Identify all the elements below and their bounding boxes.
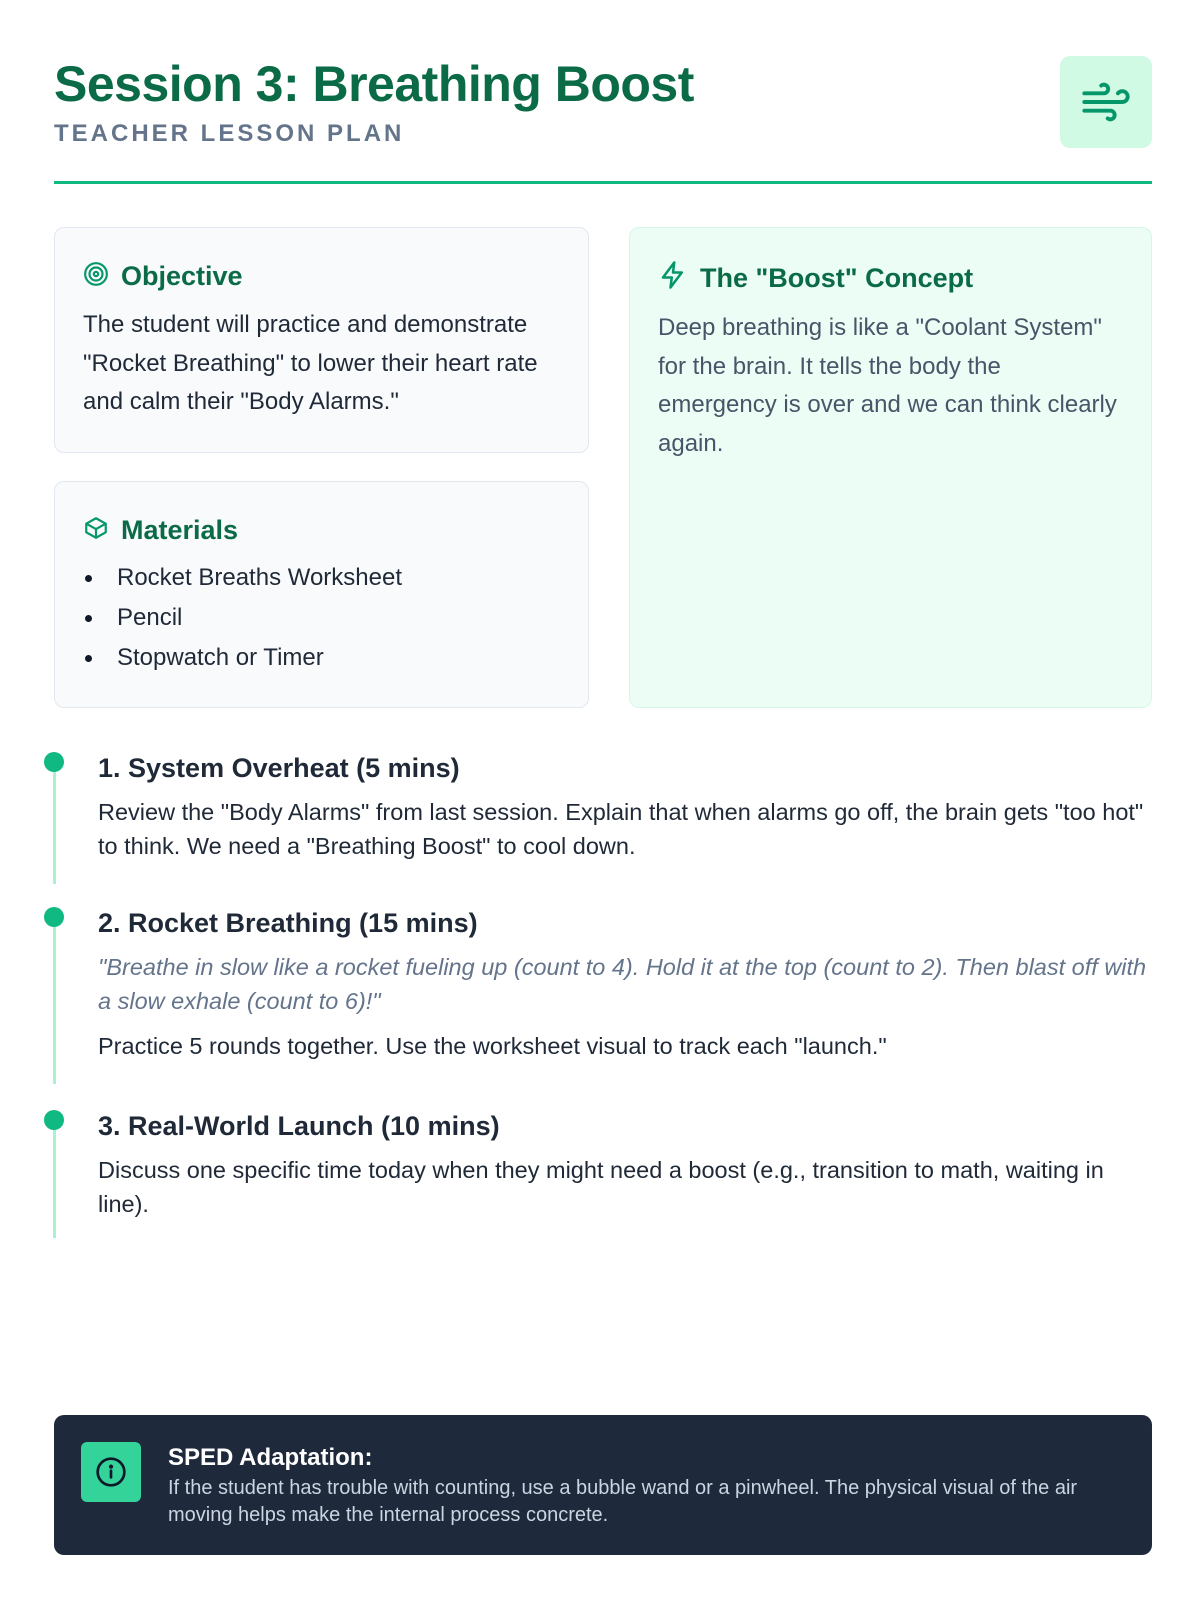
concept-text: Deep breathing is like a "Coolant System" for the brain. It tells the body the emergency is over and we can think clearly again. — [658, 314, 1117, 457]
materials-card — [54, 481, 589, 708]
step-quote: "Breathe in slow like a rocket fueling up (count to 4). Hold it at the top (count to 2). Then blast off with a slow exhale (count to 6)!" — [98, 954, 1147, 1014]
materials-list — [83, 558, 560, 678]
box-icon — [83, 515, 109, 546]
sped-adaptation-panel — [54, 1415, 1152, 1555]
step-3 — [54, 1110, 1152, 1221]
step-title: 1. System Overheat (5 mins) — [98, 753, 460, 783]
page-header — [54, 56, 1152, 184]
timeline-line — [53, 1130, 56, 1238]
target-icon — [83, 261, 109, 292]
concept-title: The "Boost" Concept — [700, 262, 974, 293]
step-2 — [54, 907, 1152, 1064]
list-item: Rocket Breaths Worksheet — [83, 558, 560, 598]
step-title: 3. Real-World Launch (10 mins) — [98, 1111, 500, 1141]
timeline-line — [53, 772, 56, 884]
step-text: Practice 5 rounds together. Use the worksheet visual to track each "launch." — [98, 1033, 887, 1059]
materials-title: Materials — [121, 515, 239, 545]
timeline-dot — [44, 752, 64, 772]
step-text: Review the "Body Alarms" from last session. Explain that when alarms go off, the brain gets "too hot" to think. We need a "Breathing Boost" to cool down. — [98, 799, 1144, 859]
sped-text: If the student has trouble with counting, use a bubble wand or a pinwheel. The physical visual of the air moving helps make the internal process concrete. — [168, 1477, 1078, 1526]
sped-title: SPED Adaptation: — [168, 1444, 373, 1471]
objective-title: Objective — [121, 261, 243, 291]
info-icon — [81, 1442, 141, 1502]
list-item: Stopwatch or Timer — [83, 638, 560, 678]
wind-icon — [1060, 56, 1152, 148]
step-text: Discuss one specific time today when they might need a boost (e.g., transition to math, waiting in line). — [98, 1157, 1104, 1217]
step-title: 2. Rocket Breathing (15 mins) — [98, 908, 478, 938]
step-1 — [54, 752, 1152, 863]
timeline-dot — [44, 907, 64, 927]
lightning-icon — [658, 260, 688, 295]
timeline-line — [53, 927, 56, 1084]
objective-card — [54, 227, 589, 453]
list-item: Pencil — [83, 598, 560, 638]
timeline-dot — [44, 1110, 64, 1130]
concept-card — [629, 227, 1152, 708]
objective-text: The student will practice and demonstrate "Rocket Breathing" to lower their heart rate and calm their "Body Alarms." — [83, 311, 538, 415]
page-subtitle: TEACHER LESSON PLAN — [54, 120, 405, 147]
page-title: Session 3: Breathing Boost — [54, 56, 694, 112]
header-divider — [54, 181, 1152, 184]
